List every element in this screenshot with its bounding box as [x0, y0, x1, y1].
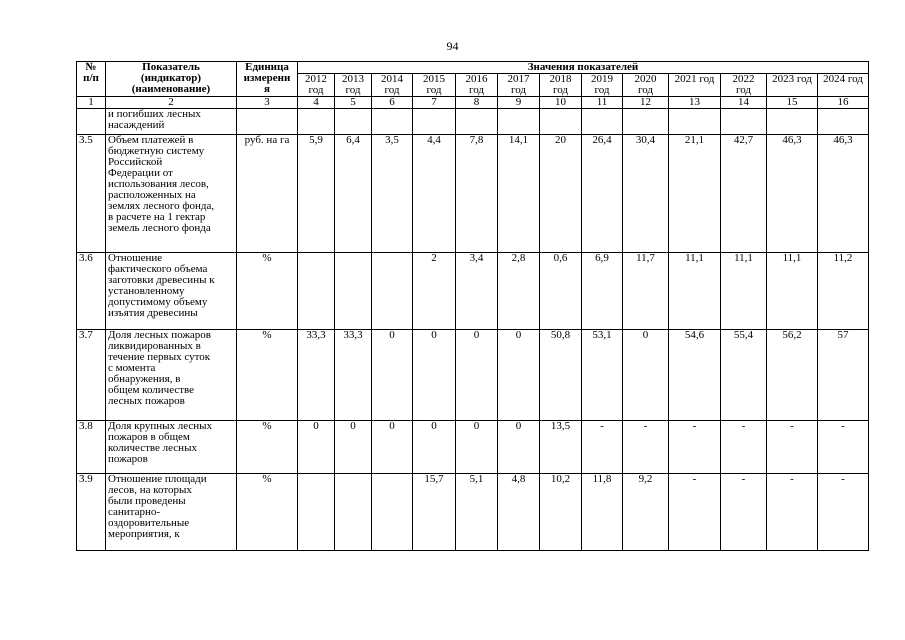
year-header: 2018 год	[540, 74, 582, 97]
value-cell	[582, 109, 623, 135]
value-cell: 57	[818, 330, 869, 421]
value-cell: 2	[413, 253, 456, 330]
value-cell: 0	[372, 421, 413, 474]
value-cell: -	[767, 421, 818, 474]
value-cell	[335, 253, 372, 330]
value-cell: 4,4	[413, 135, 456, 253]
value-cell: 33,3	[298, 330, 335, 421]
column-number: 12	[623, 97, 669, 109]
value-cell: 11,7	[623, 253, 669, 330]
value-cell: 0	[413, 330, 456, 421]
year-header: 2012 год	[298, 74, 335, 97]
value-cell: 0	[456, 421, 498, 474]
value-cell: 53,1	[582, 330, 623, 421]
year-header: 2014 год	[372, 74, 413, 97]
value-cell: 54,6	[669, 330, 721, 421]
value-cell: 42,7	[721, 135, 767, 253]
value-cell	[623, 109, 669, 135]
unit-cell: %	[237, 421, 298, 474]
unit-cell	[237, 109, 298, 135]
value-cell	[335, 109, 372, 135]
value-cell: 0	[498, 421, 540, 474]
value-cell	[721, 109, 767, 135]
value-cell: 11,8	[582, 474, 623, 551]
value-cell: 50,8	[540, 330, 582, 421]
year-header: 2016 год	[456, 74, 498, 97]
value-cell: 30,4	[623, 135, 669, 253]
value-cell: 3,5	[372, 135, 413, 253]
table-row	[77, 253, 869, 330]
row-number: 3.7	[77, 330, 106, 421]
value-cell: 0	[623, 330, 669, 421]
header-values-title: Значения показателей	[298, 62, 869, 74]
year-header: 2021 год	[669, 74, 721, 97]
value-cell	[372, 474, 413, 551]
unit-cell: руб. на га	[237, 135, 298, 253]
value-cell	[767, 109, 818, 135]
value-cell: 0,6	[540, 253, 582, 330]
column-number: 14	[721, 97, 767, 109]
year-header: 2015 год	[413, 74, 456, 97]
value-cell: 0	[298, 421, 335, 474]
value-cell	[372, 109, 413, 135]
value-cell	[498, 109, 540, 135]
table-row	[77, 474, 869, 551]
header-unit: Единица измерени я	[237, 62, 298, 97]
unit-cell: %	[237, 253, 298, 330]
year-header: 2023 год	[767, 74, 818, 97]
row-number: 3.6	[77, 253, 106, 330]
indicator-name: Объем платежей в бюджетную систему Российской Федерации от использования лесов, расположенных на землях лесного фонда, в расчете на 1 гектар земель лесного фонда	[106, 135, 237, 253]
column-number: 8	[456, 97, 498, 109]
value-cell	[669, 109, 721, 135]
value-cell: 11,1	[767, 253, 818, 330]
value-cell: 55,4	[721, 330, 767, 421]
header-row-1	[77, 62, 869, 74]
value-cell: 13,5	[540, 421, 582, 474]
year-header: 2017 год	[498, 74, 540, 97]
value-cell: -	[721, 421, 767, 474]
value-cell: 14,1	[498, 135, 540, 253]
indicator-name: Отношение площади лесов, на которых были проведены санитарно- оздоровительные мероприятия, к	[106, 474, 237, 551]
table-row	[77, 421, 869, 474]
value-cell	[335, 474, 372, 551]
value-cell	[818, 109, 869, 135]
table-row	[77, 135, 869, 253]
column-number: 6	[372, 97, 413, 109]
indicator-name: Отношение фактического объема заготовки древесины к установленному допустимому объему изъятия древесины	[106, 253, 237, 330]
indicator-name: Доля лесных пожаров ликвидированных в течение первых суток с момента обнаружения, в общем количестве лесных пожаров	[106, 330, 237, 421]
value-cell: 46,3	[767, 135, 818, 253]
value-cell: 15,7	[413, 474, 456, 551]
value-cell: 0	[335, 421, 372, 474]
value-cell: -	[767, 474, 818, 551]
column-number: 7	[413, 97, 456, 109]
value-cell: 11,1	[669, 253, 721, 330]
value-cell: -	[818, 421, 869, 474]
year-header: 2022 год	[721, 74, 767, 97]
column-number: 16	[818, 97, 869, 109]
value-cell: 11,2	[818, 253, 869, 330]
indicator-name: и погибших лесных насаждений	[106, 109, 237, 135]
column-number: 9	[498, 97, 540, 109]
value-cell: -	[669, 474, 721, 551]
value-cell: 7,8	[456, 135, 498, 253]
indicator-name: Доля крупных лесных пожаров в общем количестве лесных пожаров	[106, 421, 237, 474]
value-cell: 21,1	[669, 135, 721, 253]
value-cell	[413, 109, 456, 135]
column-number: 10	[540, 97, 582, 109]
value-cell: 5,9	[298, 135, 335, 253]
column-numbers-row	[77, 97, 869, 109]
value-cell: 3,4	[456, 253, 498, 330]
value-cell: 5,1	[456, 474, 498, 551]
value-cell: 2,8	[498, 253, 540, 330]
value-cell: 4,8	[498, 474, 540, 551]
value-cell	[540, 109, 582, 135]
value-cell	[372, 253, 413, 330]
unit-cell: %	[237, 330, 298, 421]
value-cell: 0	[372, 330, 413, 421]
year-header: 2020 год	[623, 74, 669, 97]
table-row	[77, 109, 869, 135]
header-num: № п/п	[77, 62, 106, 97]
table-row	[77, 330, 869, 421]
value-cell: 0	[413, 421, 456, 474]
column-number: 5	[335, 97, 372, 109]
value-cell: 33,3	[335, 330, 372, 421]
year-header: 2013 год	[335, 74, 372, 97]
column-number: 15	[767, 97, 818, 109]
value-cell: 11,1	[721, 253, 767, 330]
column-number: 1	[77, 97, 106, 109]
value-cell: 46,3	[818, 135, 869, 253]
value-cell: -	[721, 474, 767, 551]
year-header: 2024 год	[818, 74, 869, 97]
value-cell: -	[669, 421, 721, 474]
column-number: 13	[669, 97, 721, 109]
page-number: 94	[446, 39, 459, 53]
value-cell: 56,2	[767, 330, 818, 421]
row-number: 3.5	[77, 135, 106, 253]
value-cell: 20	[540, 135, 582, 253]
year-header: 2019 год	[582, 74, 623, 97]
column-number: 2	[106, 97, 237, 109]
value-cell	[298, 474, 335, 551]
indicators-table	[76, 61, 869, 551]
value-cell: 10,2	[540, 474, 582, 551]
table-body	[77, 109, 869, 551]
column-number: 11	[582, 97, 623, 109]
unit-cell: %	[237, 474, 298, 551]
value-cell: 26,4	[582, 135, 623, 253]
value-cell: 6,4	[335, 135, 372, 253]
value-cell	[456, 109, 498, 135]
column-number: 4	[298, 97, 335, 109]
value-cell	[298, 109, 335, 135]
value-cell: 6,9	[582, 253, 623, 330]
value-cell: 9,2	[623, 474, 669, 551]
value-cell: -	[623, 421, 669, 474]
value-cell: 0	[498, 330, 540, 421]
value-cell: -	[818, 474, 869, 551]
value-cell: 0	[456, 330, 498, 421]
value-cell: -	[582, 421, 623, 474]
value-cell	[298, 253, 335, 330]
column-number: 3	[237, 97, 298, 109]
header-indicator: Показатель (индикатор) (наименование)	[106, 62, 237, 97]
row-number: 3.8	[77, 421, 106, 474]
row-number: 3.9	[77, 474, 106, 551]
row-number	[77, 109, 106, 135]
